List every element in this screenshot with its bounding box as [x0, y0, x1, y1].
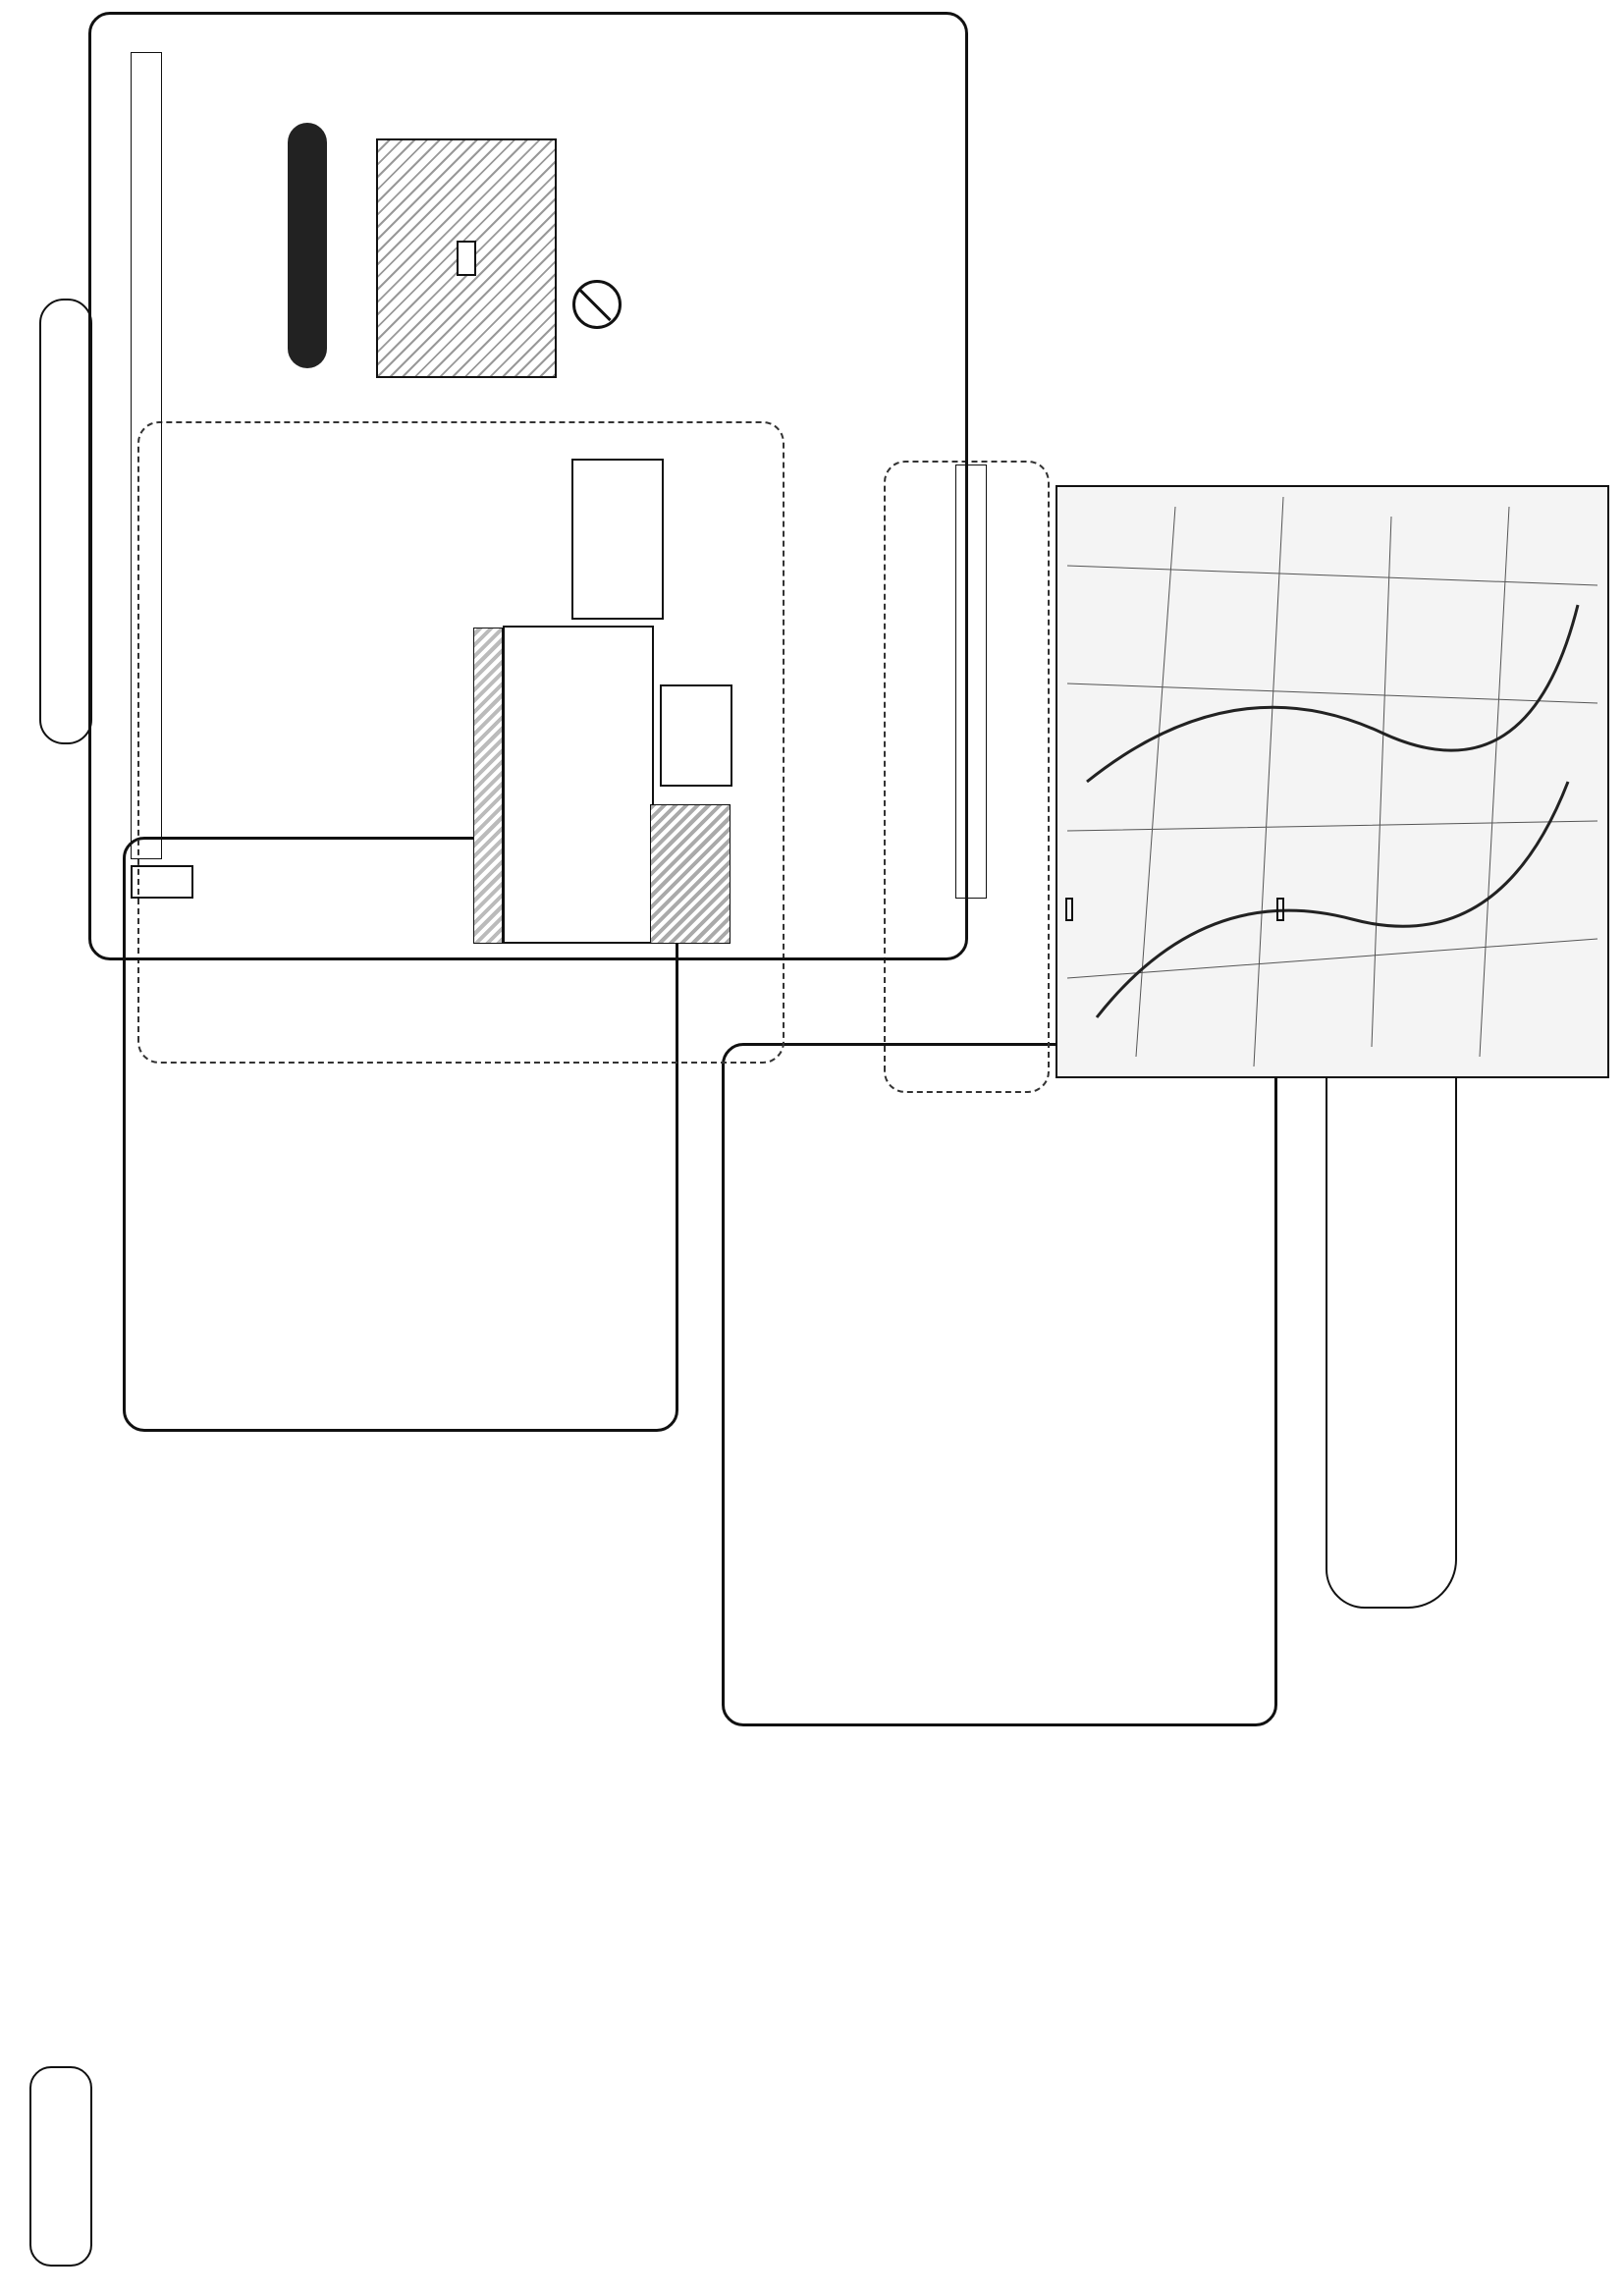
stage-label	[457, 241, 476, 276]
program-heading-box	[29, 2066, 92, 2267]
venue-title-box	[39, 299, 92, 744]
wc-box	[131, 865, 193, 899]
trash-banner	[288, 123, 327, 368]
bus-timetable	[982, 18, 1610, 960]
no-smoking-icon	[572, 280, 622, 329]
lottery-prize-1	[1324, 1667, 1371, 2257]
stage-box	[376, 138, 557, 378]
pool-strip	[131, 52, 162, 859]
venue-map	[88, 12, 968, 960]
return-label	[1276, 898, 1284, 921]
day2-frame	[722, 1043, 1277, 1726]
lottery-block	[1306, 1667, 1600, 2257]
lottery-prize-3	[1418, 1667, 1465, 2257]
outbound-label	[1065, 898, 1073, 921]
lottery-prize-2	[1371, 1667, 1418, 2257]
